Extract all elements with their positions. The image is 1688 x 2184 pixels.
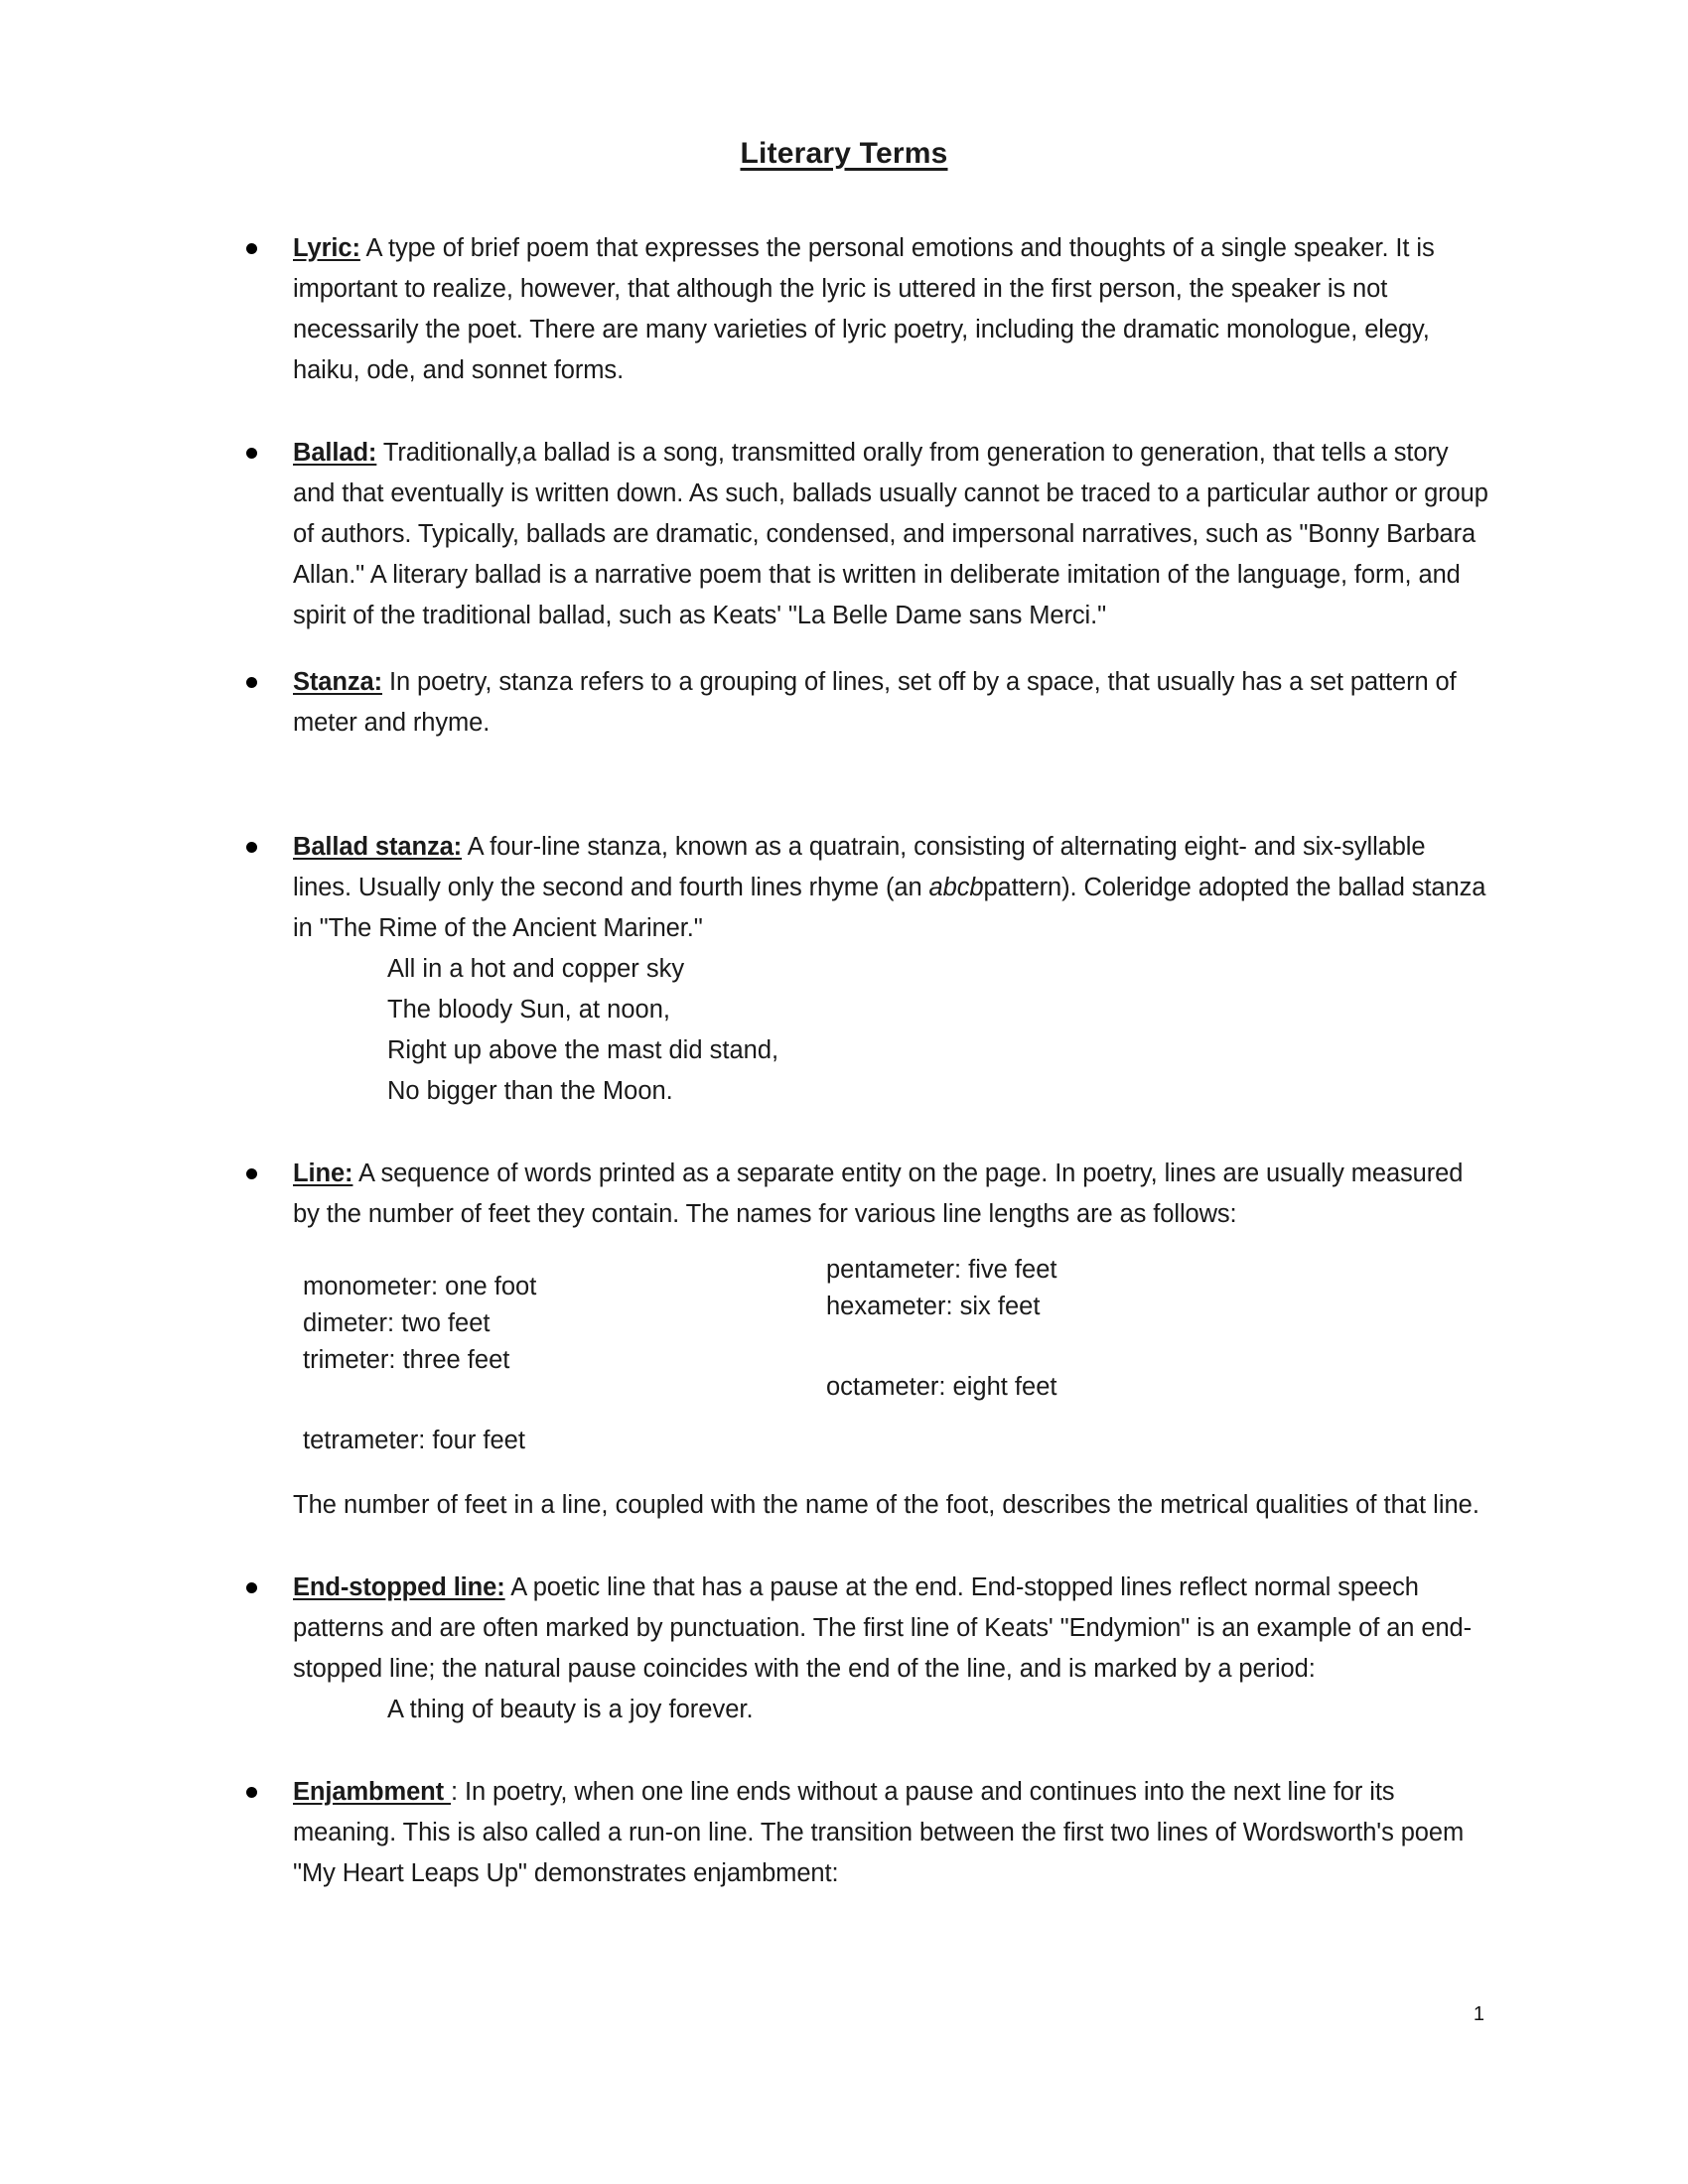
meter-entry: dimeter: two feet xyxy=(303,1309,491,1337)
list-item-lyric xyxy=(0,228,1688,391)
line-closing-paragraph: The number of feet in a line, coupled with the name of the foot, describes the metrical qualities of that line. xyxy=(293,1491,1479,1519)
term-body-enjambment: In poetry, when one line ends without a pause and continues into the next line for its meaning. This is also called a run-on line. The transition between the first two lines of Wordsworth's poem "My Heart Leaps Up" demonstrates enjambment: xyxy=(293,1778,1465,1887)
meter-entry: tetrameter: four feet xyxy=(303,1427,525,1454)
page-title-text: Literary Terms xyxy=(740,137,948,170)
term-body-stanza: In poetry, stanza refers to a grouping of lines, set off by a space, that usually has a set pattern of meter and rhyme. xyxy=(293,668,1457,737)
rhyme-scheme-italic: abcb xyxy=(928,874,984,901)
spacer xyxy=(0,636,1688,662)
term-label-end-stopped-line: End-stopped line: xyxy=(293,1573,505,1601)
document-body xyxy=(0,228,1688,1894)
term-label-ballad-stanza: Ballad stanza: xyxy=(293,833,463,861)
list-item-enjambment xyxy=(0,1772,1688,1894)
bullet-icon xyxy=(246,243,257,254)
term-body-line: A sequence of words printed as a separate entity on the page. In poetry, lines are usually measured by the number of feet they contain. The names for various line lengths are as follows: xyxy=(293,1160,1464,1228)
term-label-line: Line: xyxy=(293,1160,353,1187)
meter-column-left xyxy=(303,1269,536,1459)
list-item-ballad-stanza xyxy=(0,827,1688,949)
meter-entry: octameter: eight feet xyxy=(826,1373,1057,1401)
verse-line: The bloody Sun, at noon, xyxy=(387,996,670,1024)
term-body-lyric: A type of brief poem that expresses the personal emotions and thoughts of a single speaker. It is important to realize, however, that although the lyric is uttered in the first person, the speaker is not necessarily the poet. There are many varieties of lyric poetry, including the dramatic monologue, elegy, haiku, ode, and sonnet forms. xyxy=(293,234,1435,384)
spacer xyxy=(0,1112,1688,1154)
bullet-icon xyxy=(246,1787,257,1798)
page-title xyxy=(0,137,1688,171)
spacer xyxy=(303,1379,536,1423)
meter-entry: trimeter: three feet xyxy=(303,1346,510,1374)
bullet-icon xyxy=(246,677,257,688)
term-body-ballad: Traditionally,a ballad is a song, transmitted orally from generation to generation, that tells a story and that eventually is written down. As such, ballads usually cannot be traced to a particular author or group of authors. Typically, ballads are dramatic, condensed, and impersonal narratives, such as "Bonny Barbara Allan." A literary ballad is a narrative poem that is written in deliberate imitation of the language, form, and spirit of the traditional ballad, such as Keats' "La Belle Dame sans Merci." xyxy=(293,439,1488,629)
spacer xyxy=(0,744,1688,827)
verse-line: No bigger than the Moon. xyxy=(387,1077,673,1105)
page-number: 1 xyxy=(1473,2003,1484,2025)
meter-column-right xyxy=(826,1252,1056,1406)
verse-quatrain xyxy=(0,949,1688,1112)
meter-table xyxy=(0,1256,1688,1485)
term-label-stanza: Stanza: xyxy=(293,668,382,696)
spacer xyxy=(0,1730,1688,1772)
spacer xyxy=(826,1325,1056,1369)
term-label-ballad: Ballad: xyxy=(293,439,377,467)
spacer xyxy=(0,1526,1688,1568)
meter-entry: hexameter: six feet xyxy=(826,1293,1041,1320)
meter-entry: pentameter: five feet xyxy=(826,1256,1057,1284)
verse-line: All in a hot and copper sky xyxy=(387,955,685,983)
bullet-icon xyxy=(246,1168,257,1179)
bullet-icon xyxy=(246,842,257,853)
term-colon-enjambment: : xyxy=(451,1778,465,1806)
term-body-ballad-stanza-part2: pattern). Coleridge adopted the ballad stanza in "The Rime of the Ancient Mariner." xyxy=(293,874,1486,942)
bullet-icon xyxy=(246,448,257,459)
term-label-lyric: Lyric: xyxy=(293,234,360,262)
list-item-line xyxy=(0,1154,1688,1235)
list-item-ballad xyxy=(0,433,1688,636)
meter-entry: monometer: one foot xyxy=(303,1273,537,1300)
term-label-enjambment: Enjambment xyxy=(293,1778,452,1806)
list-item-stanza xyxy=(0,662,1688,744)
bullet-icon xyxy=(246,1582,257,1593)
verse-line: Right up above the mast did stand, xyxy=(387,1036,779,1064)
spacer xyxy=(0,391,1688,433)
term-body-end-stopped-line: A poetic line that has a pause at the end. End-stopped lines reflect normal speech patterns and are often marked by punctuation. The first line of Keats' "Endymion" is an example of an end-stopped line; the natural pause coincides with the end of the line, and is marked by a period: xyxy=(293,1573,1473,1683)
list-item-end-stopped-line xyxy=(0,1568,1688,1690)
term-body-ballad-stanza-part1: A four-line stanza, known as a quatrain, consisting of alternating eight- and six-syllable lines. Usually only the second and fourth lines rhyme (an xyxy=(293,833,1426,901)
example-line-end-stopped: A thing of beauty is a joy forever. xyxy=(387,1696,754,1723)
